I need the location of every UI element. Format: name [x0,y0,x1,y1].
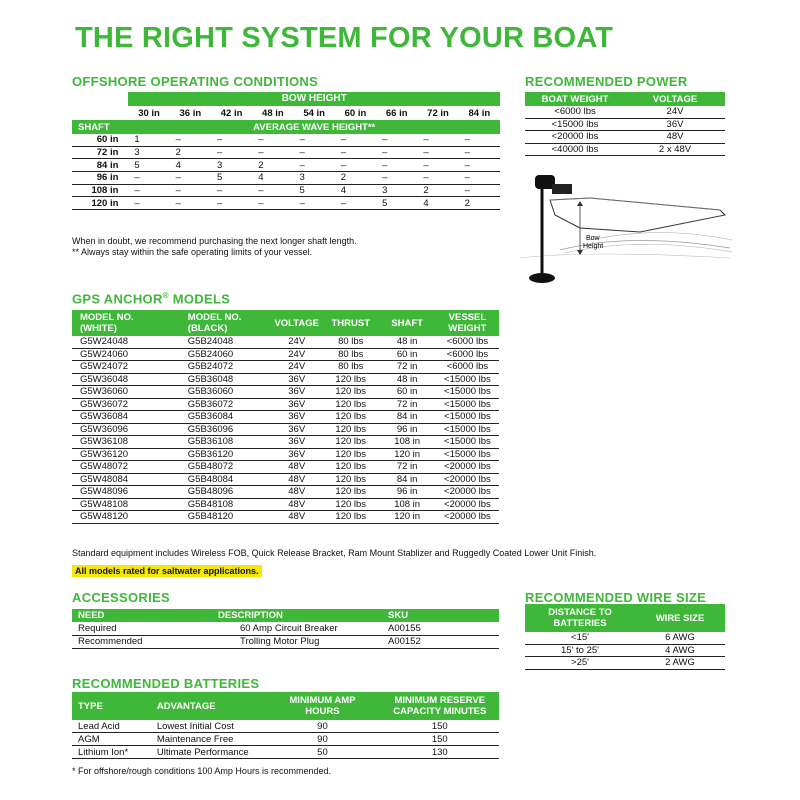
model-row [72,461,499,474]
bow-height-header: BOW HEIGHT [128,92,500,106]
power-header-weight: BOAT WEIGHT [541,93,609,105]
battery-cell: Lowest Initial Cost [151,720,265,733]
shaft-length-cell: 84 in [72,159,128,172]
model-cell: 96 in [378,423,435,436]
model-cell: 48V [270,473,323,486]
battery-cell: 150 [381,733,499,746]
power-table [525,92,725,156]
wave-height-cell: – [294,134,335,146]
battery-header-line: MINIMUM RESERVE [394,695,486,706]
wave-height-cell: 5 [376,197,417,210]
model-row [72,411,499,424]
accessory-cell: Required [72,622,218,635]
battery-row [72,720,499,733]
model-cell: <6000 lbs [436,361,499,374]
wave-height-cell: 5 [211,172,252,185]
model-row [72,436,499,449]
model-cell: <20000 lbs [436,461,499,474]
models-table [72,310,499,524]
model-cell: G5W36072 [72,398,180,411]
model-cell: 120 lbs [323,373,378,386]
power-row [525,143,725,156]
wire-cell: 4 AWG [635,644,725,657]
wire-header-cell [635,604,725,632]
model-cell: G5B48072 [180,461,271,474]
wave-height-cell: 3 [294,172,335,185]
model-cell: <15000 lbs [436,411,499,424]
battery-cell: 150 [381,720,499,733]
wave-height-cell: – [417,134,458,146]
wire-cell: 2 AWG [635,657,725,670]
model-cell: 120 in [378,511,435,524]
model-row [72,386,499,399]
model-cell: G5B36120 [180,448,271,461]
model-cell: 120 lbs [323,448,378,461]
model-cell: G5W48072 [72,461,180,474]
battery-header-line: ADVANTAGE [156,700,216,712]
model-cell: 80 lbs [323,361,378,374]
bow-height-col-header: 36 in [179,107,202,119]
acc-header-description: DESCRIPTION [218,610,283,621]
model-cell: 72 in [378,361,435,374]
wave-height-cell: – [459,146,500,159]
model-cell: 80 lbs [323,348,378,361]
offshore-section-title: OFFSHORE OPERATING CONDITIONS [72,74,319,89]
model-cell: G5W36120 [72,448,180,461]
model-cell: 120 lbs [323,398,378,411]
model-cell: G5B24060 [180,348,271,361]
boat-motor-diagram [520,170,735,285]
wave-height-cell: – [128,197,169,210]
wire-row [525,632,725,644]
wave-height-cell: – [459,159,500,172]
model-cell: G5W48096 [72,486,180,499]
wave-height-cell: 4 [417,197,458,210]
models-header-line: MODEL NO. [80,312,134,323]
battery-header-cell [151,692,265,720]
batteries-section-title: RECOMMENDED BATTERIES [72,676,260,691]
wave-height-cell: – [170,184,211,197]
wire-cell: <15' [525,632,635,644]
wave-height-cell: – [128,172,169,185]
models-header-line: (BLACK) [187,323,228,334]
model-cell: 48 in [378,336,435,348]
models-header-cell [436,310,499,336]
wave-height-cell: – [335,146,376,159]
model-cell: 120 lbs [323,486,378,499]
model-cell: 120 lbs [323,511,378,524]
accessory-cell: Trolling Motor Plug [218,635,388,649]
wire-section-title: RECOMMENDED WIRE SIZE [525,590,707,605]
bow-height-col-header: 60 in [344,107,367,119]
wire-header-line: BATTERIES [553,618,607,629]
wave-height-cell: – [335,197,376,210]
power-cell: 24V [625,106,725,118]
model-cell: 48V [270,486,323,499]
wave-height-cell: – [294,197,335,210]
models-header-cell [270,310,323,336]
wave-height-cell: – [252,134,293,146]
power-cell: <6000 lbs [525,106,625,118]
models-header-line: THRUST [331,317,371,329]
model-cell: 108 in [378,498,435,511]
model-cell: 48 in [378,373,435,386]
model-cell: 72 in [378,461,435,474]
model-cell: 36V [270,373,323,386]
wave-height-cell: – [170,172,211,185]
battery-cell: Maintenance Free [151,733,265,746]
model-cell: G5B36096 [180,423,271,436]
model-cell: G5B48084 [180,473,271,486]
bow-label-1: Bow [586,235,600,242]
page-title: THE RIGHT SYSTEM FOR YOUR BOAT [75,22,614,54]
model-cell: 108 in [378,436,435,449]
saltwater-highlight: All models rated for saltwater applications. [72,561,262,579]
model-cell: 36V [270,398,323,411]
power-section-title: RECOMMENDED POWER [525,74,688,89]
wire-row [525,657,725,670]
model-cell: <20000 lbs [436,498,499,511]
wave-height-cell: – [417,172,458,185]
shaft-length-cell: 108 in [72,184,128,197]
wave-height-cell: – [376,146,417,159]
model-cell: 36V [270,411,323,424]
wire-row [525,644,725,657]
accessory-cell: Recommended [72,635,218,649]
wave-height-cell: – [335,134,376,146]
bow-label-2: Height [583,243,604,250]
model-cell: G5B36108 [180,436,271,449]
wave-height-cell: – [376,134,417,146]
bow-height-col-header: 48 in [262,107,284,119]
wave-height-cell: – [335,159,376,172]
wave-height-cell: 5 [294,184,335,197]
power-row [525,118,725,131]
model-cell: <20000 lbs [436,511,499,524]
wave-height-cell: – [459,172,500,185]
battery-row [72,746,499,759]
shaft-length-cell: 60 in [72,134,128,146]
model-row [72,348,499,361]
safety-note: ** Always stay within the safe operating limits of your vessel. [72,247,313,257]
bow-height-col-header: 84 in [468,107,491,119]
wave-height-cell: – [459,134,500,146]
model-cell: G5W36048 [72,373,180,386]
battery-note: * For offshore/rough conditions 100 Amp Hours is recommended. [72,766,331,776]
model-cell: G5W24060 [72,348,180,361]
model-cell: 60 in [378,386,435,399]
model-cell: 36V [270,436,323,449]
battery-cell: AGM [72,733,151,746]
wave-height-cell: 4 [252,172,293,185]
model-cell: G5W36096 [72,423,180,436]
wave-height-cell: 2 [335,172,376,185]
accessories-section-title: ACCESSORIES [72,590,170,605]
battery-cell: Lead Acid [72,720,151,733]
wire-cell: 15' to 25' [525,644,635,657]
model-row [72,361,499,374]
models-section-title: GPS ANCHOR® MODELS [72,291,231,307]
model-cell: 36V [270,448,323,461]
bow-height-col-header: 42 in [220,107,243,119]
wave-height-cell: – [417,159,458,172]
model-cell: G5B48120 [180,511,271,524]
accessory-cell: A00152 [388,635,499,649]
wire-cell: >25' [525,657,635,670]
model-cell: G5W36108 [72,436,180,449]
models-header-line: VESSEL [448,312,487,323]
shaft-length-cell: 120 in [72,197,128,210]
models-header-cell [323,310,378,336]
model-cell: 120 lbs [323,498,378,511]
accessory-cell: A00155 [388,622,499,635]
models-header-cell [72,310,180,336]
offshore-row [72,197,500,210]
model-cell: <6000 lbs [436,348,499,361]
model-cell: 120 in [378,448,435,461]
battery-cell: 130 [381,746,499,759]
model-cell: 120 lbs [323,423,378,436]
battery-header-line: TYPE [78,700,103,712]
model-row [72,486,499,499]
offshore-row [72,184,500,197]
model-cell: <6000 lbs [436,336,499,348]
bow-height-col-header: 72 in [427,107,449,119]
model-cell: 120 lbs [323,411,378,424]
acc-header-need: NEED [78,610,105,621]
power-cell: 48V [625,131,725,144]
model-row [72,448,499,461]
model-cell: <15000 lbs [436,398,499,411]
shaft-length-cell: 96 in [72,172,128,185]
model-cell: <20000 lbs [436,473,499,486]
power-row [525,106,725,118]
models-header-line: WEIGHT [448,323,487,334]
accessories-table [72,609,499,649]
model-row [72,398,499,411]
wave-height-cell: 3 [376,184,417,197]
wave-height-cell: 2 [417,184,458,197]
acc-header-sku: SKU [388,610,409,621]
battery-cell: 90 [264,733,380,746]
model-row [72,336,499,348]
model-cell: 84 in [378,411,435,424]
wave-height-cell: – [211,134,252,146]
model-cell: 120 lbs [323,386,378,399]
battery-header-cell [264,692,380,720]
power-cell: 36V [625,118,725,131]
offshore-row [72,172,500,185]
model-cell: 24V [270,361,323,374]
offshore-row [72,146,500,159]
model-cell: G5W48120 [72,511,180,524]
battery-cell: Ultimate Performance [151,746,265,759]
wire-header-line: WIRE SIZE [655,612,705,624]
model-cell: 48V [270,511,323,524]
wave-height-cell: – [294,146,335,159]
wave-height-cell: 4 [335,184,376,197]
wave-height-cell: – [376,172,417,185]
wave-height-cell: – [252,184,293,197]
wave-height-cell: – [170,197,211,210]
model-cell: 96 in [378,486,435,499]
wave-height-cell: – [211,197,252,210]
power-cell: <20000 lbs [525,131,625,144]
model-row [72,373,499,386]
model-cell: 120 lbs [323,436,378,449]
model-cell: <15000 lbs [436,423,499,436]
model-cell: G5W36084 [72,411,180,424]
models-header-cell [180,310,271,336]
bow-height-col-header: 30 in [138,107,160,119]
model-cell: G5W24048 [72,336,180,348]
battery-header-cell [72,692,151,720]
wave-height-cell: – [252,197,293,210]
wave-height-cell: 2 [170,146,211,159]
model-cell: <15000 lbs [436,448,499,461]
model-cell: 36V [270,423,323,436]
battery-header-cell [381,692,499,720]
batteries-table [72,692,499,759]
model-cell: <15000 lbs [436,436,499,449]
model-cell: 120 lbs [323,461,378,474]
wave-height-cell: 3 [128,146,169,159]
models-header-line: MODEL NO. [187,312,242,323]
power-header-voltage: VOLTAGE [652,93,698,105]
bow-height-col-header: 66 in [385,107,408,119]
wire-table [525,604,725,670]
wave-height-cell: – [211,146,252,159]
model-row [72,423,499,436]
accessory-row [72,622,499,635]
model-cell: G5B36060 [180,386,271,399]
battery-cell: 50 [264,746,380,759]
models-header-line: VOLTAGE [274,317,319,329]
model-cell: G5W48084 [72,473,180,486]
wave-height-cell: – [294,159,335,172]
model-cell: 84 in [378,473,435,486]
model-cell: 48V [270,498,323,511]
model-cell: G5W48108 [72,498,180,511]
model-cell: 24V [270,336,323,348]
model-cell: 72 in [378,398,435,411]
battery-header-line: HOURS [305,706,340,717]
bow-height-col-header: 54 in [303,107,325,119]
offshore-table [72,92,500,210]
wave-height-cell: – [170,134,211,146]
model-cell: G5W36060 [72,386,180,399]
model-cell: 120 lbs [323,473,378,486]
wave-height-cell: 2 [252,159,293,172]
wire-cell: 6 AWG [635,632,725,644]
model-cell: G5B48108 [180,498,271,511]
battery-cell: Lithium Ion* [72,746,151,759]
wave-height-cell: 3 [211,159,252,172]
battery-row [72,733,499,746]
model-cell: G5B24072 [180,361,271,374]
wave-height-cell: – [252,146,293,159]
model-cell: <15000 lbs [436,386,499,399]
model-cell: G5B36048 [180,373,271,386]
models-header-cell [378,310,435,336]
wave-height-cell: 5 [128,159,169,172]
model-cell: 80 lbs [323,336,378,348]
wave-height-cell: – [459,184,500,197]
power-cell: 2 x 48V [625,143,725,156]
model-cell: G5B24048 [180,336,271,348]
model-row [72,511,499,524]
model-cell: 24V [270,348,323,361]
accessory-row [72,635,499,649]
models-header-line: (WHITE) [80,323,117,334]
offshore-row [72,134,500,146]
power-cell: <15000 lbs [525,118,625,131]
wave-height-cell: 1 [128,134,169,146]
wire-header-cell [525,604,635,632]
wave-height-cell: – [211,184,252,197]
equipment-note: Standard equipment includes Wireless FOB, Quick Release Bracket, Ram Mount Stablizer and Ruggedly Coated Lower Unit Finish. [72,548,597,558]
offshore-row [72,159,500,172]
power-row [525,131,725,144]
model-row [72,498,499,511]
model-cell: <20000 lbs [436,486,499,499]
model-cell: <15000 lbs [436,373,499,386]
shaft-note: When in doubt, we recommend purchasing the next longer shaft length. [72,236,357,246]
model-cell: 60 in [378,348,435,361]
shaft-header: SHAFT [78,121,110,133]
wave-height-cell: – [376,159,417,172]
model-cell: G5B36072 [180,398,271,411]
wave-height-cell: – [128,184,169,197]
wave-height-header: AVERAGE WAVE HEIGHT** [253,121,376,133]
wave-height-cell: 4 [170,159,211,172]
battery-header-line: CAPACITY MINUTES [393,706,487,717]
power-cell: <40000 lbs [525,143,625,156]
battery-cell: 90 [264,720,380,733]
model-cell: 48V [270,461,323,474]
battery-header-line: MINIMUM AMP [289,695,356,706]
wave-height-cell: 2 [459,197,500,210]
model-cell: 36V [270,386,323,399]
wave-height-cell: – [417,146,458,159]
model-cell: G5W24072 [72,361,180,374]
accessory-cell: 60 Amp Circuit Breaker [218,622,388,635]
model-cell: G5B48096 [180,486,271,499]
model-cell: G5B36084 [180,411,271,424]
wire-header-line: DISTANCE TO [548,607,612,618]
shaft-length-cell: 72 in [72,146,128,159]
models-header-line: SHAFT [391,317,423,329]
model-row [72,473,499,486]
